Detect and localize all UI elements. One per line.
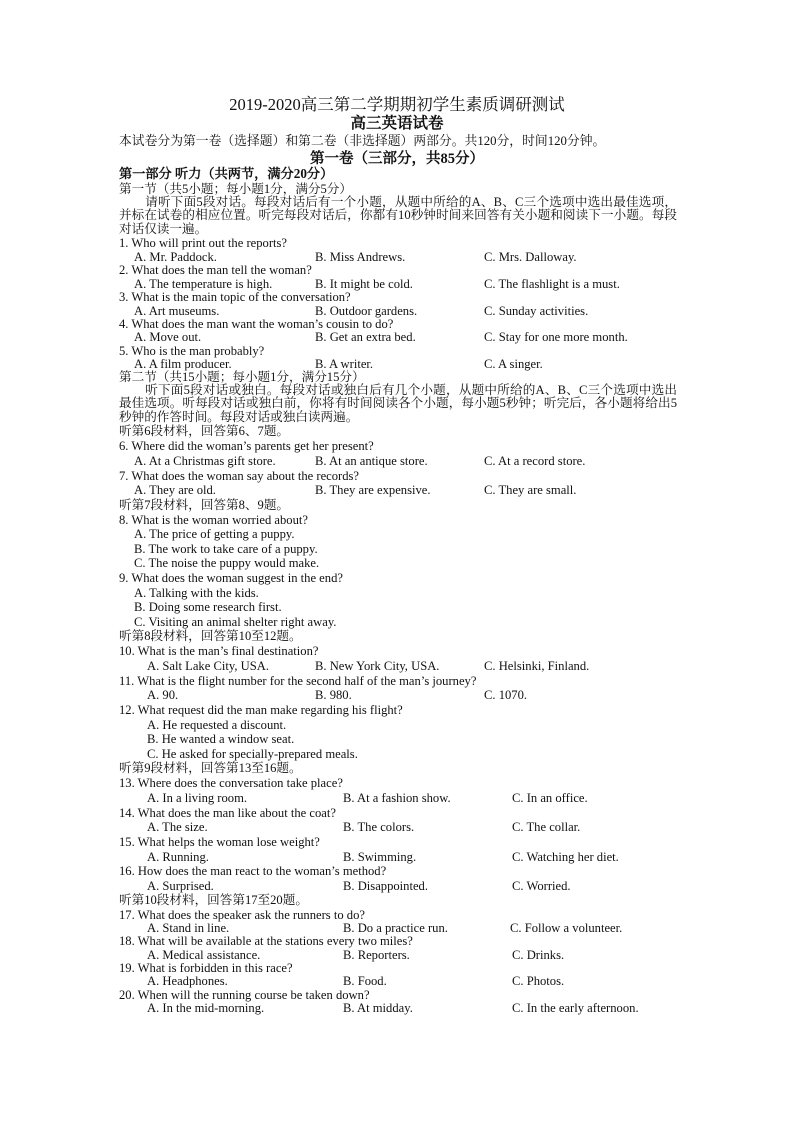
option-c: C. At a record store.	[484, 454, 586, 468]
option-c: C. Mrs. Dalloway.	[484, 250, 577, 264]
option-b: B. Doing some research first.	[134, 600, 282, 614]
group-note: 听第9段材料，回答第13至16题。	[119, 761, 302, 775]
question-stem: 2. What does the man tell the woman?	[119, 263, 312, 277]
option-b: B. Do a practice run.	[343, 921, 448, 935]
question-stem: 17. What does the speaker ask the runners to do?	[119, 908, 365, 922]
option-c: C. Drinks.	[512, 948, 565, 962]
option-a: A. The temperature is high.	[134, 277, 273, 291]
section1-instructions	[119, 196, 677, 236]
question-stem: 18. What will be available at the stations every two miles?	[119, 934, 413, 948]
option-a: A. Art museums.	[134, 304, 220, 318]
option-c: C. Visiting an animal shelter right away.	[134, 615, 337, 629]
option-a: A. Surprised.	[147, 879, 214, 893]
option-b: B. It might be cold.	[315, 277, 413, 291]
option-b: B. Reporters.	[343, 948, 410, 962]
group-note: 听第10段材料，回答第17至20题。	[119, 893, 308, 907]
question-stem: 8. What is the woman worried about?	[119, 513, 308, 527]
option-c: C. The flashlight is a must.	[484, 277, 620, 291]
option-c: C. The noise the puppy would make.	[134, 556, 320, 570]
option-a: A. Running.	[147, 850, 209, 864]
question-stem: 5. Who is the man probably?	[119, 344, 265, 358]
option-c: C. Sunday activities.	[484, 304, 589, 318]
option-c: C. He asked for specially-prepared meals.	[147, 747, 358, 761]
question-stem: 14. What does the man like about the coat?	[119, 806, 336, 820]
option-a: A. Move out.	[134, 330, 202, 344]
exam-subtitle: 高三英语试卷	[350, 115, 444, 132]
option-a: A. 90.	[147, 688, 179, 702]
question-stem: 9. What does the woman suggest in the end?	[119, 571, 343, 585]
section2-instructions-text: 听下面5段对话或独白。每段对话或独白后有几个小题，从题中所给的A、B、C三个选项中选出最佳选项。听每段对话或独白前，你将有时间阅读各个小题，每小题5秒钟；听完后，各小题将给出5秒钟的作答时间。每段对话或独白读两遍。	[119, 383, 677, 424]
option-b: B. 980.	[315, 688, 352, 702]
option-a: A. Talking with the kids.	[134, 586, 259, 600]
option-b: B. Food.	[343, 974, 387, 988]
option-b: B. Get an extra bed.	[315, 330, 416, 344]
section1-heading: 第一节（共5小题；每小题1分，满分5分）	[119, 182, 352, 196]
question-stem: 15. What helps the woman lose weight?	[119, 835, 320, 849]
question-stem: 13. Where does the conversation take place?	[119, 776, 343, 790]
exam-intro: 本试卷分为第一卷（选择题）和第二卷（非选择题）两部分。共120分，时间120分钟。	[119, 134, 606, 148]
option-b: B. At an antique store.	[315, 454, 428, 468]
option-a: A. Salt Lake City, USA.	[147, 659, 269, 673]
option-c: C. Photos.	[512, 974, 565, 988]
option-a: A. The price of getting a puppy.	[134, 527, 295, 541]
group-note: 听第6段材料，回答第6、7题。	[119, 424, 290, 438]
option-c: C. 1070.	[484, 688, 528, 702]
option-a: A. They are old.	[134, 483, 216, 497]
section2-instructions	[119, 384, 677, 424]
option-c: C. In the early afternoon.	[512, 1001, 639, 1015]
option-c: C. A singer.	[484, 357, 543, 371]
option-b: B. At a fashion show.	[343, 791, 451, 805]
option-a: A. Headphones.	[147, 974, 228, 988]
section1-instructions-text: 请听下面5段对话。每段对话后有一个小题，从题中所给的A、B、C三个选项中选出最佳选项，并标在试卷的相应位置。听完每段对话后，你都有10秒钟时间来回答有关小题和阅读下一小题。每段对话仅读一遍。	[119, 195, 677, 236]
option-c: C. The collar.	[512, 820, 581, 834]
question-stem: 20. When will the running course be taken down?	[119, 988, 370, 1002]
question-stem: 10. What is the man’s final destination?	[119, 644, 319, 658]
option-c: C. In an office.	[512, 791, 588, 805]
option-b: B. A writer.	[315, 357, 374, 371]
group-note: 听第8段材料，回答第10至12题。	[119, 629, 302, 643]
option-a: A. Mr. Paddock.	[134, 250, 217, 264]
option-b: B. Disappointed.	[343, 879, 429, 893]
option-b: B. They are expensive.	[315, 483, 431, 497]
option-a: A. In a living room.	[147, 791, 248, 805]
option-b: B. At midday.	[343, 1001, 413, 1015]
option-b: B. The colors.	[343, 820, 415, 834]
question-stem: 3. What is the main topic of the conversation?	[119, 290, 351, 304]
volume1-heading: 第一卷（三部分，共85分）	[310, 151, 484, 167]
option-a: A. He requested a discount.	[147, 718, 287, 732]
question-stem: 19. What is forbidden in this race?	[119, 961, 293, 975]
option-c: C. Stay for one more month.	[484, 330, 628, 344]
part1-heading: 第一部分 听力（共两节，满分20分）	[119, 166, 334, 181]
question-stem: 16. How does the man react to the woman’s method?	[119, 864, 387, 878]
question-stem: 6. Where did the woman’s parents get her present?	[119, 439, 374, 453]
option-a: A. Stand in line.	[147, 921, 230, 935]
option-a: A. At a Christmas gift store.	[134, 454, 276, 468]
option-c: C. They are small.	[484, 483, 577, 497]
option-a: A. In the mid-morning.	[147, 1001, 265, 1015]
option-c: C. Follow a volunteer.	[510, 921, 623, 935]
option-a: A. The size.	[147, 820, 208, 834]
exam-title: 2019-2020高三第二学期期初学生素质调研测试	[229, 95, 565, 114]
option-a: A. Medical assistance.	[147, 948, 261, 962]
question-stem: 4. What does the man want the woman’s cousin to do?	[119, 317, 394, 331]
option-b: B. He wanted a window seat.	[147, 732, 295, 746]
option-b: B. The work to take care of a puppy.	[134, 542, 318, 556]
option-a: A. A film producer.	[134, 357, 232, 371]
question-stem: 12. What request did the man make regarding his flight?	[119, 703, 403, 717]
option-b: B. Outdoor gardens.	[315, 304, 418, 318]
option-b: B. Swimming.	[343, 850, 417, 864]
question-stem: 1. Who will print out the reports?	[119, 236, 288, 250]
group-note: 听第7段材料，回答第8、9题。	[119, 498, 290, 512]
option-c: C. Worried.	[512, 879, 571, 893]
option-c: C. Helsinki, Finland.	[484, 659, 590, 673]
section2-heading: 第二节（共15小题；每小题1分，满分15分）	[119, 370, 365, 384]
option-b: B. Miss Andrews.	[315, 250, 406, 264]
question-stem: 7. What does the woman say about the records?	[119, 469, 360, 483]
option-c: C. Watching her diet.	[512, 850, 619, 864]
option-b: B. New York City, USA.	[315, 659, 440, 673]
question-stem: 11. What is the flight number for the second half of the man’s journey?	[119, 674, 477, 688]
